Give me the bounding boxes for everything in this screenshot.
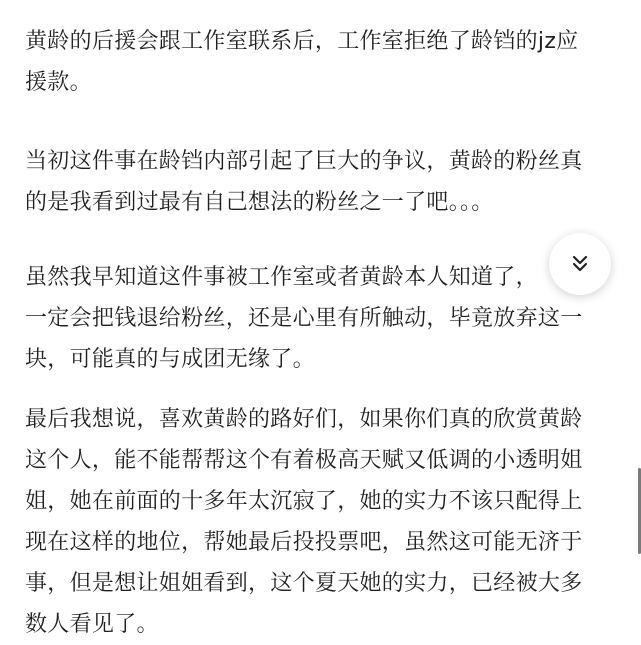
paragraph-line: 当初这件事在龄铛内部引起了巨大的争议，黄龄的粉丝真 <box>25 149 583 174</box>
paragraph-2 <box>25 141 625 223</box>
paragraph-line: 援款。 <box>25 70 92 95</box>
paragraph-line: 姐，她在前面的十多年太沉寂了，她的实力不该只配得上 <box>25 489 583 514</box>
paragraph-line: 最后我想说，喜欢黄龄的路好们，如果你们真的欣赏黄龄 <box>25 407 583 432</box>
paragraph-line: 一定会把钱退给粉丝，还是心里有所触动，毕竟放弃这一 <box>25 306 583 331</box>
paragraph-line: 数人看见了。 <box>25 612 159 637</box>
paragraph-line: 虽然我早知道这件事被工作室或者黄龄本人知道了， <box>25 265 538 290</box>
paragraph-1 <box>25 21 625 103</box>
double-chevron-down-icon <box>568 252 592 276</box>
paragraph-line: 块，可能真的与成团无缘了。 <box>25 347 315 372</box>
expand-collapse-button[interactable] <box>549 233 611 295</box>
paragraph-line: 这个人，能不能帮帮这个有着极高天赋又低调的小透明姐 <box>25 448 583 473</box>
paragraph-line: 事，但是想让姐姐看到，这个夏天她的实力，已经被大多 <box>25 571 583 596</box>
paragraph-line: 黄龄的后援会跟工作室联系后，工作室拒绝了龄铛的jz应 <box>25 29 579 54</box>
paragraph-4 <box>25 399 625 645</box>
paragraph-3 <box>25 257 625 380</box>
paragraph-line: 现在这样的地位，帮她最后投投票吧，虽然这可能无济于 <box>25 530 583 555</box>
paragraph-line: 的是我看到过最有自己想法的粉丝之一了吧。。。 <box>25 190 494 215</box>
